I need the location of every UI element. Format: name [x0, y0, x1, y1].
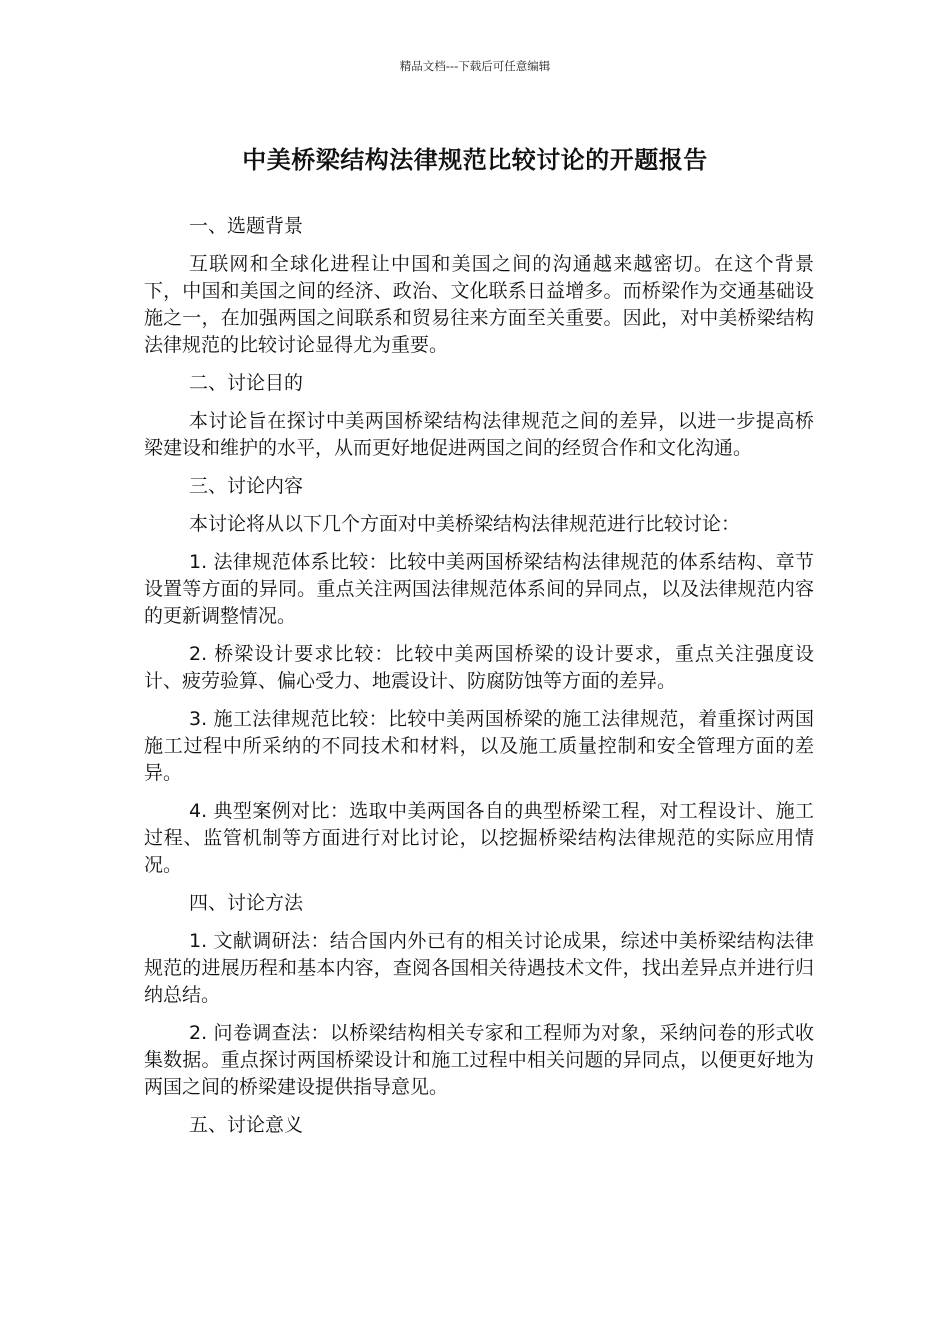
paragraph: 本讨论将从以下几个方面对中美桥梁结构法律规范进行比较讨论：	[189, 513, 741, 535]
paragraph: 2. 桥梁设计要求比较：比较中美两国桥梁的设计要求，重点关注强度设计、疲劳验算、偏心受力、地震设计、防腐防蚀等方面的差异。	[144, 643, 814, 692]
paragraph: 2. 问卷调查法：以桥梁结构相关专家和工程师为对象，采纳问卷的形式收集数据。重点探讨两国桥梁设计和施工过程中相关问题的异同点，以便更好地为两国之间的桥梁建设提供指导意见。	[144, 1022, 814, 1098]
document-body	[144, 213, 814, 1150]
paragraph: 4. 典型案例对比：选取中美两国各自的典型桥梁工程，对工程设计、施工过程、监管机制等方面进行对比讨论，以挖掘桥梁结构法律规范的实际应用情况。	[144, 800, 814, 876]
paragraph: 本讨论旨在探讨中美两国桥梁结构法律规范之间的差异，以进一步提高桥梁建设和维护的水平，从而更好地促进两国之间的经贸合作和文化沟通。	[144, 410, 814, 459]
paragraph: 1. 法律规范体系比较：比较中美两国桥梁结构法律规范的体系结构、章节设置等方面的异同。重点关注两国法律规范体系间的异同点，以及法律规范内容的更新调整情况。	[144, 551, 814, 627]
paragraph: 互联网和全球化进程让中国和美国之间的沟通越来越密切。在这个背景下，中国和美国之间的经济、政治、文化联系日益增多。而桥梁作为交通基础设施之一，在加强两国之间联系和贸易往来方面至关重要。因此，对中美桥梁结构法律规范的比较讨论显得尤为重要。	[144, 253, 814, 356]
section-heading: 二、讨论目的	[189, 372, 304, 394]
paragraph: 1. 文献调研法：结合国内外已有的相关讨论成果，综述中美桥梁结构法律规范的进展历程和基本内容，查阅各国相关待遇技术文件，找出差异点并进行归纳总结。	[144, 930, 814, 1006]
paragraph: 3. 施工法律规范比较：比较中美两国桥梁的施工法律规范，着重探讨两国施工过程中所采纳的不同技术和材料，以及施工质量控制和安全管理方面的差异。	[144, 708, 814, 784]
section-heading: 一、选题背景	[189, 215, 304, 237]
section-heading: 五、讨论意义	[189, 1114, 304, 1136]
header-note: 精品文档---下载后可任意编辑	[399, 59, 551, 73]
section-heading: 四、讨论方法	[189, 892, 304, 914]
section-heading: 三、讨论内容	[189, 475, 304, 497]
document-title: 中美桥梁结构法律规范比较讨论的开题报告	[242, 146, 708, 174]
